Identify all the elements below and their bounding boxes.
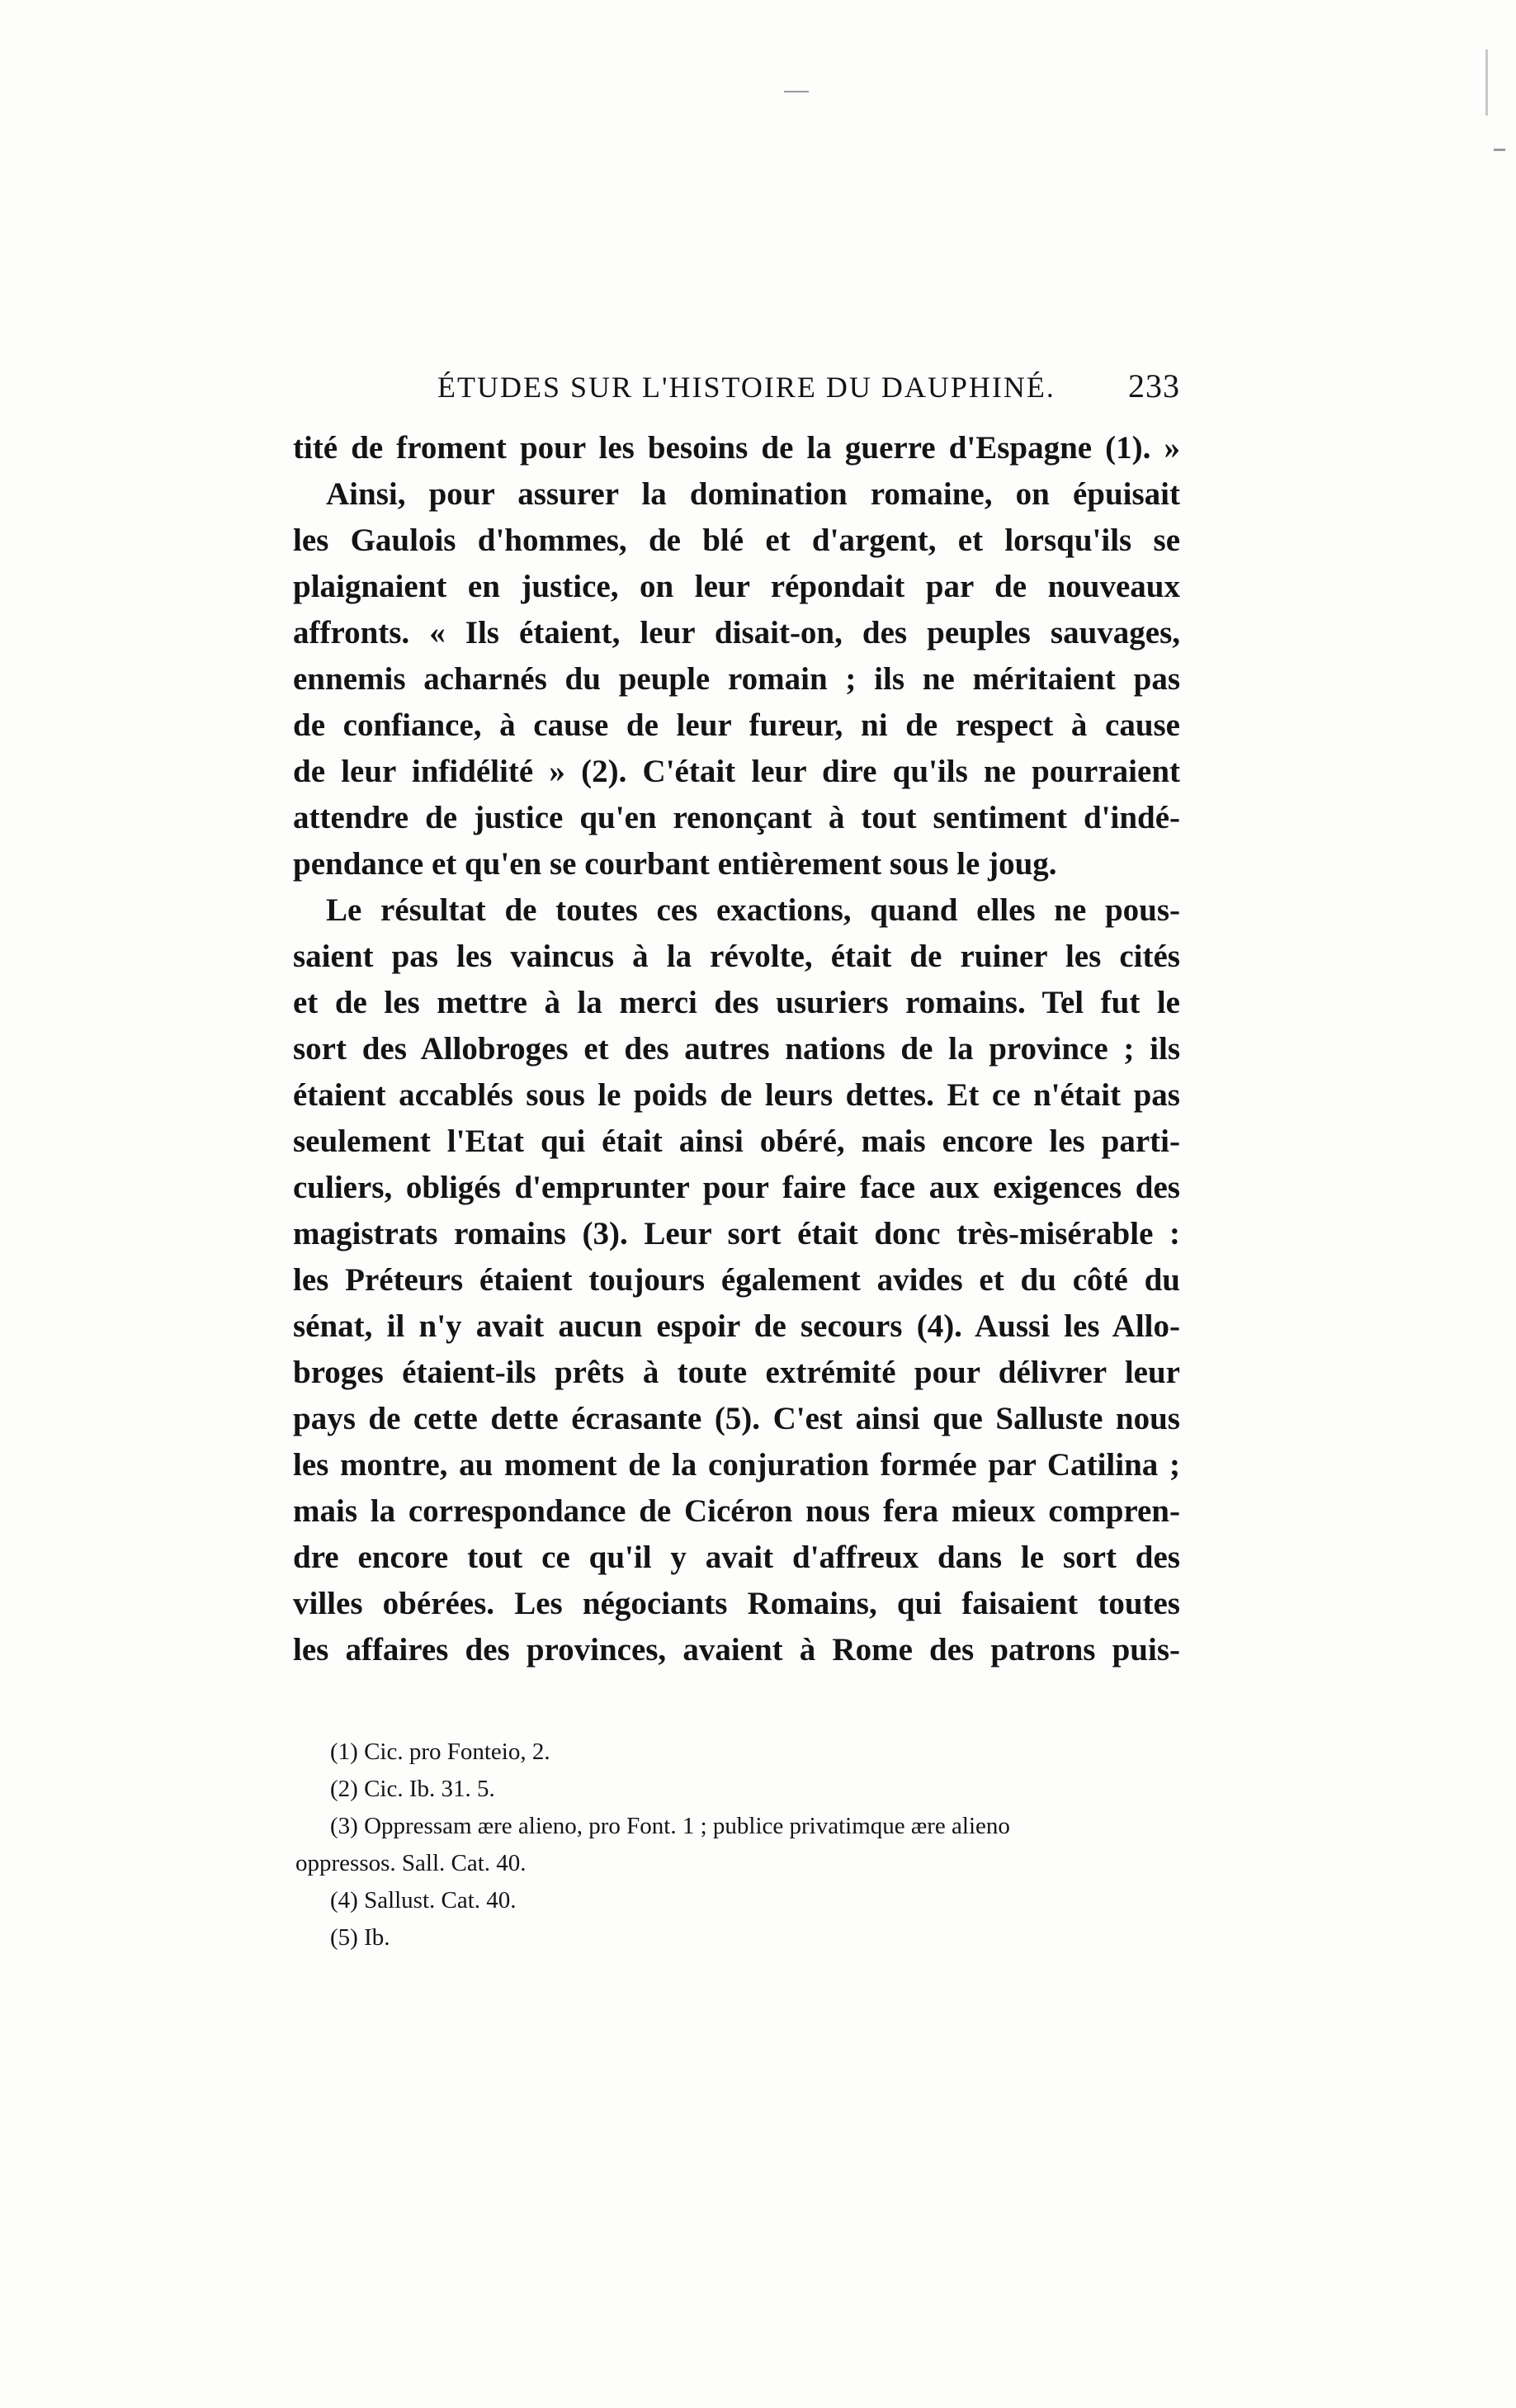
text-line: les montre, au moment de la conjuration formée par Catilina ; [293, 1447, 1180, 1483]
text-line: saient pas les vaincus à la révolte, était de ruiner les cités [293, 939, 1180, 974]
text-line: magistrats romains (3). Leur sort était donc très-misérable : [293, 1216, 1180, 1251]
footnote-continuation: oppressos. Sall. Cat. 40. [295, 1850, 527, 1876]
text-line: dre encore tout ce qu'il y avait d'affreux dans le sort des [293, 1540, 1180, 1575]
footnote: (1) Cic. pro Fonteio, 2. [330, 1739, 550, 1765]
footnote: (3) Oppressam ære alieno, pro Font. 1 ; publice privatimque ære alieno [330, 1813, 1010, 1839]
text-line: seulement l'Etat qui était ainsi obéré, mais encore les parti- [293, 1124, 1180, 1159]
body-text [293, 425, 1180, 1673]
text-line: tité de froment pour les besoins de la guerre d'Espagne (1). » [293, 430, 1180, 466]
text-line: plaignaient en justice, on leur répondait par de nouveaux [293, 569, 1180, 604]
text-line: mais la correspondance de Cicéron nous fera mieux compren- [293, 1493, 1180, 1529]
text-line: Le résultat de toutes ces exactions, quand elles ne pous- [326, 892, 1180, 928]
text-line: pendance et qu'en se courbant entièrement sous le joug. [293, 846, 1057, 882]
scan-speck [1485, 50, 1488, 116]
text-line: les Préteurs étaient toujours également avides et du côté du [293, 1262, 1180, 1298]
text-line: Ainsi, pour assurer la domination romaine, on épuisait [326, 476, 1180, 512]
text-line: culiers, obligés d'emprunter pour faire face aux exigences des [293, 1170, 1180, 1205]
text-line: sénat, il n'y avait aucun espoir de secours (4). Aussi les Allo- [293, 1308, 1180, 1344]
text-line: villes obérées. Les négociants Romains, qui faisaient toutes [293, 1586, 1180, 1621]
footnotes [295, 1734, 1180, 1956]
text-line: étaient accablés sous le poids de leurs dettes. Et ce n'était pas [293, 1077, 1180, 1113]
text-line: affronts. « Ils étaient, leur disait-on, des peuples sauvages, [293, 615, 1180, 650]
footnote: (2) Cic. Ib. 31. 5. [330, 1776, 495, 1802]
text-line: de leur infidélité » (2). C'était leur dire qu'ils ne pourraient [293, 754, 1180, 789]
text-line: broges étaient-ils prêts à toute extrémité pour délivrer leur [293, 1355, 1180, 1390]
page-number: 233 [1128, 367, 1180, 404]
text-line: sort des Allobroges et des autres nations de la province ; ils [293, 1031, 1180, 1067]
text-line: ennemis acharnés du peuple romain ; ils ne méritaient pas [293, 661, 1180, 697]
text-line: les affaires des provinces, avaient à Rome des patrons puis- [293, 1632, 1180, 1668]
text-line: de confiance, à cause de leur fureur, ni de respect à cause [293, 707, 1180, 743]
footnote: (5) Ib. [330, 1924, 390, 1951]
footnote: (4) Sallust. Cat. 40. [330, 1887, 517, 1914]
text-line: attendre de justice qu'en renonçant à tout sentiment d'indé- [293, 800, 1180, 835]
scan-speck [1494, 149, 1505, 151]
text-line: et de les mettre à la merci des usuriers romains. Tel fut le [293, 985, 1180, 1020]
running-header [293, 363, 1180, 413]
running-title: ÉTUDES SUR L'HISTOIRE DU DAUPHINÉ. [437, 371, 1056, 404]
text-line: pays de cette dette écrasante (5). C'est ainsi que Salluste nous [293, 1401, 1180, 1436]
scan-speck [784, 91, 809, 92]
text-line: les Gaulois d'hommes, de blé et d'argent, et lorsqu'ils se [293, 523, 1180, 558]
